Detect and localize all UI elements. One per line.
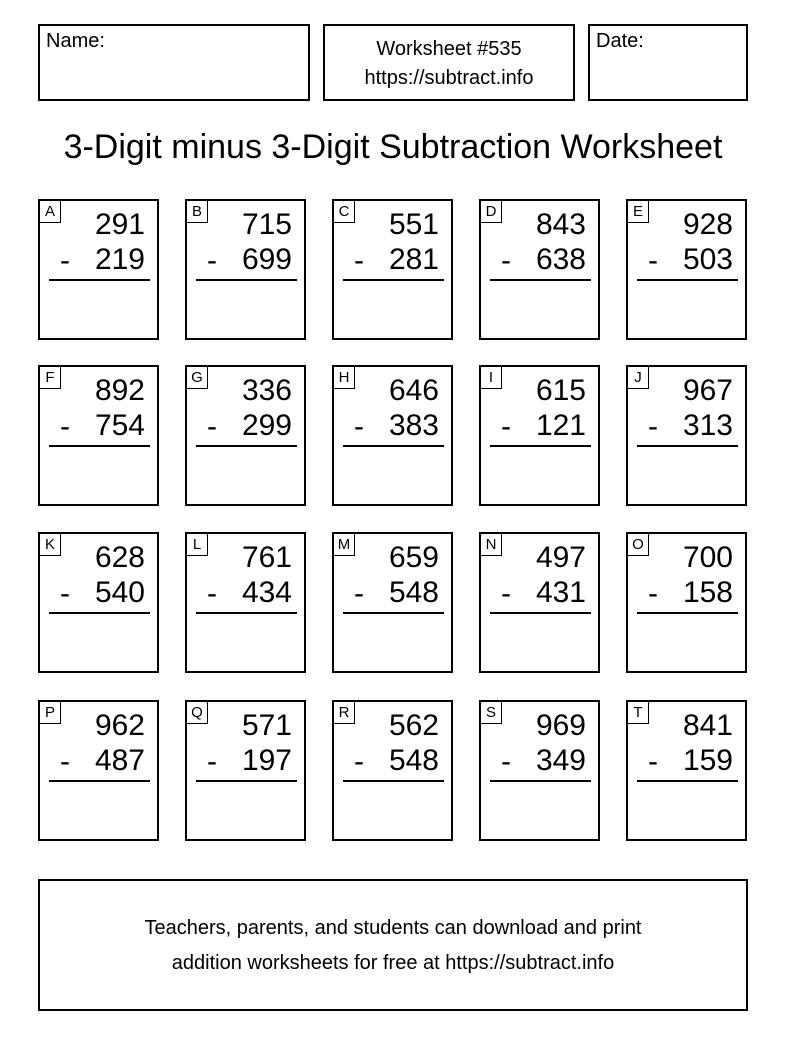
minuend: 615 bbox=[535, 374, 586, 407]
subtrahend: 638 bbox=[535, 243, 586, 276]
subtrahend: 159 bbox=[682, 744, 733, 777]
subtrahend: 487 bbox=[94, 744, 145, 777]
minus-sign: - bbox=[354, 745, 364, 778]
minuend: 892 bbox=[94, 374, 145, 407]
minus-sign: - bbox=[501, 244, 511, 277]
minuend: 841 bbox=[682, 709, 733, 742]
problem-letter: P bbox=[40, 702, 61, 724]
minus-sign: - bbox=[60, 244, 70, 277]
answer-rule bbox=[343, 445, 444, 447]
minus-sign: - bbox=[501, 410, 511, 443]
answer-rule bbox=[490, 780, 591, 782]
minus-sign: - bbox=[60, 410, 70, 443]
footer-box bbox=[38, 879, 748, 1011]
problem-card[interactable] bbox=[479, 199, 600, 340]
problem-letter: S bbox=[481, 702, 502, 724]
subtrahend: 197 bbox=[241, 744, 292, 777]
problem-letter: L bbox=[187, 534, 208, 556]
problem-card[interactable] bbox=[332, 532, 453, 673]
minuend: 928 bbox=[682, 208, 733, 241]
worksheet-url: https://subtract.info bbox=[364, 67, 534, 89]
problem-card[interactable] bbox=[332, 199, 453, 340]
name-box[interactable] bbox=[38, 24, 310, 101]
worksheet-number: Worksheet #535 bbox=[376, 38, 522, 60]
minuend: 843 bbox=[535, 208, 586, 241]
subtrahend: 349 bbox=[535, 744, 586, 777]
problem-card[interactable] bbox=[626, 199, 747, 340]
problem-letter: B bbox=[187, 201, 208, 223]
problem-card[interactable] bbox=[185, 700, 306, 841]
minus-sign: - bbox=[354, 410, 364, 443]
minus-sign: - bbox=[648, 577, 658, 610]
answer-rule bbox=[196, 279, 297, 281]
subtrahend: 540 bbox=[94, 576, 145, 609]
subtrahend: 383 bbox=[388, 409, 439, 442]
subtrahend: 699 bbox=[241, 243, 292, 276]
minus-sign: - bbox=[60, 745, 70, 778]
minus-sign: - bbox=[60, 577, 70, 610]
minuend: 967 bbox=[682, 374, 733, 407]
minuend: 628 bbox=[94, 541, 145, 574]
subtrahend: 299 bbox=[241, 409, 292, 442]
problem-card[interactable] bbox=[185, 199, 306, 340]
problem-card[interactable] bbox=[185, 532, 306, 673]
footer-line-2: addition worksheets for free at https://subtract.info bbox=[171, 952, 615, 974]
problem-letter: T bbox=[628, 702, 649, 724]
subtrahend: 281 bbox=[388, 243, 439, 276]
worksheet-info-box bbox=[323, 24, 575, 101]
subtrahend: 431 bbox=[535, 576, 586, 609]
subtrahend: 434 bbox=[241, 576, 292, 609]
answer-rule bbox=[343, 612, 444, 614]
minuend: 715 bbox=[241, 208, 292, 241]
minuend: 562 bbox=[388, 709, 439, 742]
problem-card[interactable] bbox=[185, 365, 306, 506]
minuend: 291 bbox=[94, 208, 145, 241]
minus-sign: - bbox=[354, 577, 364, 610]
answer-rule bbox=[196, 612, 297, 614]
minuend: 497 bbox=[535, 541, 586, 574]
problem-card[interactable] bbox=[38, 532, 159, 673]
problem-letter: N bbox=[481, 534, 502, 556]
subtrahend: 158 bbox=[682, 576, 733, 609]
problem-card[interactable] bbox=[332, 365, 453, 506]
answer-rule bbox=[490, 445, 591, 447]
minus-sign: - bbox=[648, 244, 658, 277]
minuend: 659 bbox=[388, 541, 439, 574]
answer-rule bbox=[49, 279, 150, 281]
minus-sign: - bbox=[207, 410, 217, 443]
subtrahend: 548 bbox=[388, 576, 439, 609]
minuend: 969 bbox=[535, 709, 586, 742]
minus-sign: - bbox=[648, 745, 658, 778]
page-title: 3-Digit minus 3-Digit Subtraction Worksheet bbox=[63, 128, 723, 166]
problem-letter: M bbox=[334, 534, 355, 556]
problem-card[interactable] bbox=[479, 700, 600, 841]
minus-sign: - bbox=[354, 244, 364, 277]
problem-card[interactable] bbox=[332, 700, 453, 841]
problem-letter: J bbox=[628, 367, 649, 389]
minus-sign: - bbox=[207, 244, 217, 277]
minuend: 700 bbox=[682, 541, 733, 574]
answer-rule bbox=[196, 780, 297, 782]
problem-letter: A bbox=[40, 201, 61, 223]
problem-card[interactable] bbox=[38, 199, 159, 340]
problem-letter: K bbox=[40, 534, 61, 556]
minuend: 761 bbox=[241, 541, 292, 574]
answer-rule bbox=[49, 612, 150, 614]
name-label: Name: bbox=[46, 30, 105, 52]
problem-letter: C bbox=[334, 201, 355, 223]
problem-card[interactable] bbox=[626, 532, 747, 673]
problem-letter: E bbox=[628, 201, 649, 223]
problem-card[interactable] bbox=[626, 700, 747, 841]
problem-card[interactable] bbox=[479, 365, 600, 506]
problem-letter: R bbox=[334, 702, 355, 724]
footer-line-1: Teachers, parents, and students can download and print bbox=[144, 917, 642, 939]
problem-letter: I bbox=[481, 367, 502, 389]
answer-rule bbox=[343, 780, 444, 782]
minuend: 571 bbox=[241, 709, 292, 742]
answer-rule bbox=[49, 445, 150, 447]
subtrahend: 548 bbox=[388, 744, 439, 777]
problem-card[interactable] bbox=[626, 365, 747, 506]
problem-letter: Q bbox=[187, 702, 208, 724]
subtrahend: 754 bbox=[94, 409, 145, 442]
problem-letter: O bbox=[628, 534, 649, 556]
minus-sign: - bbox=[648, 410, 658, 443]
problem-letter: G bbox=[187, 367, 208, 389]
answer-rule bbox=[490, 612, 591, 614]
minus-sign: - bbox=[207, 577, 217, 610]
answer-rule bbox=[196, 445, 297, 447]
problem-letter: F bbox=[40, 367, 61, 389]
answer-rule bbox=[49, 780, 150, 782]
minus-sign: - bbox=[501, 745, 511, 778]
answer-rule bbox=[343, 279, 444, 281]
minuend: 646 bbox=[388, 374, 439, 407]
answer-rule bbox=[637, 612, 738, 614]
date-label: Date: bbox=[596, 30, 644, 52]
answer-rule bbox=[490, 279, 591, 281]
answer-rule bbox=[637, 780, 738, 782]
problem-letter: H bbox=[334, 367, 355, 389]
problem-letter: D bbox=[481, 201, 502, 223]
minuend: 336 bbox=[241, 374, 292, 407]
minus-sign: - bbox=[501, 577, 511, 610]
problem-card[interactable] bbox=[38, 700, 159, 841]
problem-card[interactable] bbox=[38, 365, 159, 506]
problem-card[interactable] bbox=[479, 532, 600, 673]
subtrahend: 121 bbox=[535, 409, 586, 442]
answer-rule bbox=[637, 445, 738, 447]
minuend: 962 bbox=[94, 709, 145, 742]
minus-sign: - bbox=[207, 745, 217, 778]
subtrahend: 503 bbox=[682, 243, 733, 276]
answer-rule bbox=[637, 279, 738, 281]
subtrahend: 313 bbox=[682, 409, 733, 442]
subtrahend: 219 bbox=[94, 243, 145, 276]
minuend: 551 bbox=[388, 208, 439, 241]
date-box[interactable] bbox=[588, 24, 748, 101]
